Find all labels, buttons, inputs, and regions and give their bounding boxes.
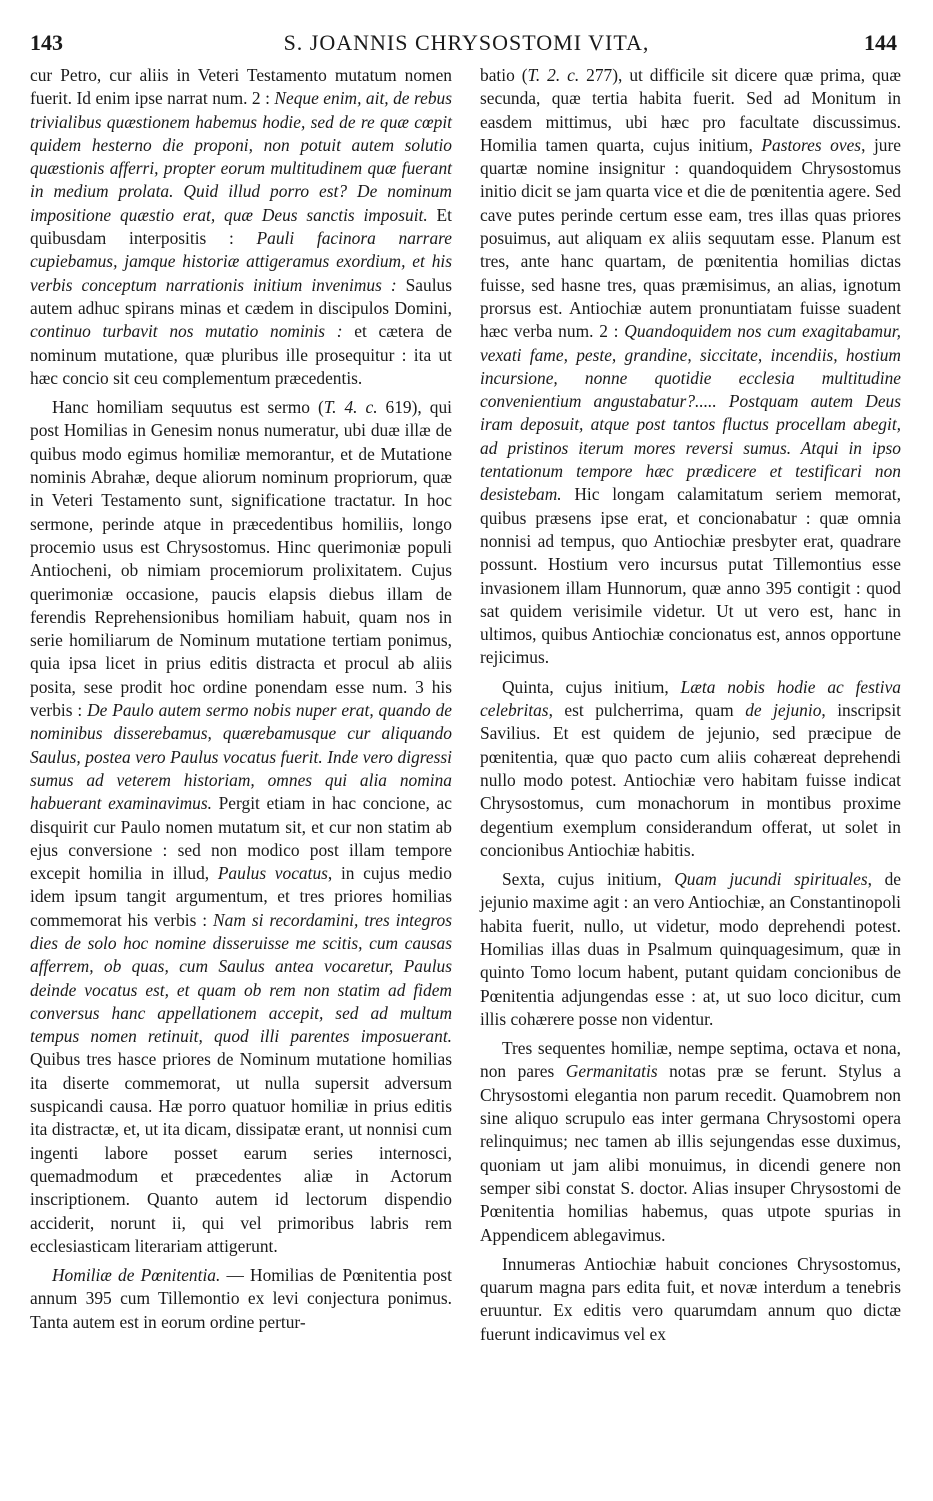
text-run: Tres sequentes homiliæ, nempe septima, octava et nona, non pares bbox=[480, 1038, 901, 1082]
paragraph bbox=[480, 676, 901, 862]
left-column bbox=[30, 64, 452, 1334]
text-run: batio ( bbox=[480, 65, 528, 85]
paragraph bbox=[480, 64, 901, 670]
italic-text: Neque enim, ait, de rebus trivialibus quæstionem habemus hodie, sed de re quæ cœpit quidem hesterno die proponi, non potuit autem solutio quæstionis afferri, propter eorum multitudinem quæ fuerant in medium prolata. Quid illud porro est? De nominum impositione quæstio erat, quæ Deus sanctis imposuit. bbox=[30, 88, 452, 225]
italic-text: Quandoquidem nos cum exagitabamur, vexati fame, peste, grandine, siccitate, incendiis, hostium incursione, nonne quotidie ecclesia multitudine convenientium angustabatur?..... Postquam autem Deus iram deposuit, atque post tantos fluctus procellam abegit, ad pristinos iterum mores reversi sumus. Atqui in ipso tentationum tempore hæc prædicere et testificari non desistebam. bbox=[480, 321, 901, 505]
italic-text: de jejunio bbox=[745, 700, 822, 721]
text-run: Et quibusdam interpositis : bbox=[30, 204, 452, 249]
paragraph bbox=[30, 64, 452, 390]
text-run: , inscripsit Savilius. Et est quidem de jejunio, sed præcipue de pœnitentia, quæ quo pacto cum aliis cohæreat deprehendi nullo modo potest. Antiochiæ vero habitam fuisse indicat Chrysostomus, cum monachorum in montibus proxime degentium exemplum considerandum offerat, ut solet in concionibus Antiochiæ habitis. bbox=[480, 700, 901, 860]
text-run: , in cujus medio idem ipsum tangit argumentum, et tres priores homilias commemorat his verbis : bbox=[30, 863, 452, 930]
text-run: Hic longam calamitatum seriem memorat, quibus præsens ipse erat, et concionabatur : quæ omnia nonnisi ad tempus, quo Antiochiæ presbyter erat, quadrare possunt. Hostium vero incursus putat Tillemontius esse invasionem illam Hunnorum, quæ anno 395 contigit : quod sat quidem verisimile videtur. Ut ut vero est, hanc in ultimos, quibus Antiochiæ concionatus est, annos opportune rejicimus. bbox=[480, 484, 901, 668]
text-run: , est pulcherrima, quam bbox=[548, 700, 746, 721]
page-number-left: 143 bbox=[30, 30, 63, 55]
italic-text: De Paulo autem sermo nobis nuper erat, quando de nominibus disserebamus, quærebamusque cur aliquando Saulus, postea vero Paulus vocatus fuerit. Inde vero digressi sumus ad veterem historiam, omnes qui alia nomina habuerant examinavimus. bbox=[30, 700, 452, 814]
paragraph bbox=[30, 1264, 452, 1334]
text-run: 277), ut difficile sit dicere quæ prima, quæ secunda, quæ tertia habita fuerit. Sed ad Monitum in easdem mittimus, ubi hæc pro facultate discussimus. Homilia tamen quarta, cujus initium, bbox=[480, 65, 901, 155]
page-number-right: 144 bbox=[864, 30, 897, 55]
italic-text: continuo turbavit nos mutatio nominis : bbox=[30, 321, 343, 342]
italic-text: Paulus vocatus bbox=[217, 863, 328, 884]
italic-text: T. 2. c. bbox=[527, 65, 580, 85]
text-run: Sexta, cujus initium, bbox=[502, 869, 675, 890]
text-run: , jure quartæ nomine insignitur : quandoquidem Chrysostomus initio dicit se jam quarta vice et die de pœnitentia agere. Sed cave putes perinde certum esse eam, tres illas quas priores posuimus, aut aliquam ex aliis sequutam esse. Planum est tres, ante hanc quartam, de pœnitentia homilias dictas fuisse, sed hasne tres, quas præmisimus, an alias, ignotum prorsus est. Antiochiæ autem pronuntiatam fuisse suadent hæc verba num. 2 : bbox=[480, 134, 902, 342]
text-run: Saulus autem adhuc spirans minas et cædem in discipulos Domini, bbox=[30, 274, 452, 318]
text-run: notas præ se ferunt. Stylus a Chrysostomi elegantia non parum recedit. Quamobrem non sine aliquo scrupulo eas inter germana Chrysostomi opera relinquimus; nec tamen ab illis sejungendas esse duximus, quoniam ut jam alibi monuimus, in dicendi genere non semper sibi constat S. doctor. Alias insuper Chrysostomi de Pœnitentia homilias habemus, quas utpote spurias in Appendicem ablegavimus. bbox=[480, 1061, 901, 1245]
italic-text: Læta nobis hodie ac festiva celebritas bbox=[480, 676, 901, 721]
text-run: Quinta, cujus initium, bbox=[502, 676, 681, 697]
running-header bbox=[30, 20, 903, 60]
text-run: et cætera de nominum mutatione, quæ pluribus ille prosequitur : ita ut hæc concio sit ceu complementum præcedentis. bbox=[30, 321, 452, 388]
text-run: — Homilias de Pœnitentia post annum 395 cum Tillemontio ex levi conjectura ponimus. Tanta autem est in eorum ordine pertur- bbox=[30, 1265, 453, 1332]
paragraph bbox=[480, 1253, 901, 1346]
paragraph bbox=[480, 868, 901, 1031]
text-run: cur Petro, cur aliis in Veteri Testamento mutatum nomen fuerit. Id enim ipse narrat num. 2 : bbox=[30, 65, 452, 109]
text-run: , de jejunio maxime agit : an vero Antiochiæ, an Constantinopoli habita fuerit, nullo, ut videtur, modo deprehendi potest. Homilias illas duas in Psalmum quinquagesimum, quæ in quinto Tomo locum habent, putant quidam concionibus de Pœnitentia adjungendas esse : at, ut suo loco dicitur, cum illis cohærere posse non videntur. bbox=[480, 869, 901, 1029]
italic-text: Pauli facinora narrare cupiebamus, jamque historiæ attigeramus exordium, et his verbis conceptum narrationis initium invenimus : bbox=[30, 228, 452, 295]
text-run: Hanc homiliam sequutus est sermo ( bbox=[52, 397, 324, 418]
paragraph bbox=[30, 396, 452, 1258]
right-column bbox=[480, 64, 901, 1346]
text-run: Quibus tres hasce priores de Nominum mutatione homilias ita diserte commemorat, ut nulla supersit adversum suspicandi causa. Hæ porro quatuor homiliæ in prius editis ita distractæ, et, ut ita dicam, dissipatæ erant, ut nonnisi cum ingenti labore posset earum series internosci, quemadmodum et præcedentes aliæ in Actorum inscriptionem. Quanto autem id lectorum dispendio acciderit, norunt ii, qui vel primoribus labris rem ecclesiasticam literariam attigerunt. bbox=[30, 1049, 452, 1256]
italic-text: Nam si recordamini, tres integros dies de solo hoc nomine disseruisse me scitis, cum causas afferrem, ob quas, cum Saulus antea vocaretur, Paulus deinde vocatus est, et quam ob rem non statim ad fidem conversus hanc appellationem accepit, sed ad multum tempus nomen retinuit, quod illi parentes imposuerant. bbox=[30, 909, 452, 1047]
italic-text: Homiliæ de Pœnitentia. bbox=[52, 1265, 221, 1286]
text-run: 619), qui post Homilias in Genesim nonus numeratur, ubi duæ illæ de quibus modo egimus homiliæ memorantur, et de Mutatione nominis Abrahæ, deque aliorum nominum propriorum, quæ in Veteri Testamento sunt, significatione tractatur. In hoc sermone, perinde atque in præcedentibus homiliis, longo procemio usus est Chrysostomus. Hinc querimoniæ populi Antiocheni, ob nimiam procemiorum prolixitatem. Cujus querimoniæ occasione, paucis elapsis diebus illam de ferendis Reprehensionibus homiliam habuit, quam nos in serie homiliarum de Nominum mutatione tertiam ponimus, quia ipsa licet in prius editis distracta et procul ab aliis posita, sese prodit hoc ordine ponendam esse num. 3 his verbis : bbox=[30, 397, 452, 721]
italic-text: Pastores oves bbox=[761, 134, 862, 155]
text-run: Pergit etiam in hac concione, ac disquirit cur Paulo nomen mutatum sit, et cur non statim ab ejus conversione : sed non modico post illam tempore excepit homilia in illud, bbox=[30, 793, 452, 884]
running-title: S. JOANNIS CHRYSOSTOMI VITA, bbox=[283, 30, 650, 55]
text-run: Innumeras Antiochiæ habuit conciones Chrysostomus, quarum magna pars edita fuit, et novæ interdum a tenebris eruuntur. Ex editis vero quarumdam annum quo dictæ fuerunt indicavimus vel ex bbox=[480, 1253, 901, 1344]
italic-text: Quam jucundi spirituales bbox=[674, 869, 868, 890]
paragraph bbox=[480, 1037, 901, 1247]
italic-text: Germanitatis bbox=[565, 1061, 658, 1082]
italic-text: T. 4. c. bbox=[323, 397, 378, 418]
